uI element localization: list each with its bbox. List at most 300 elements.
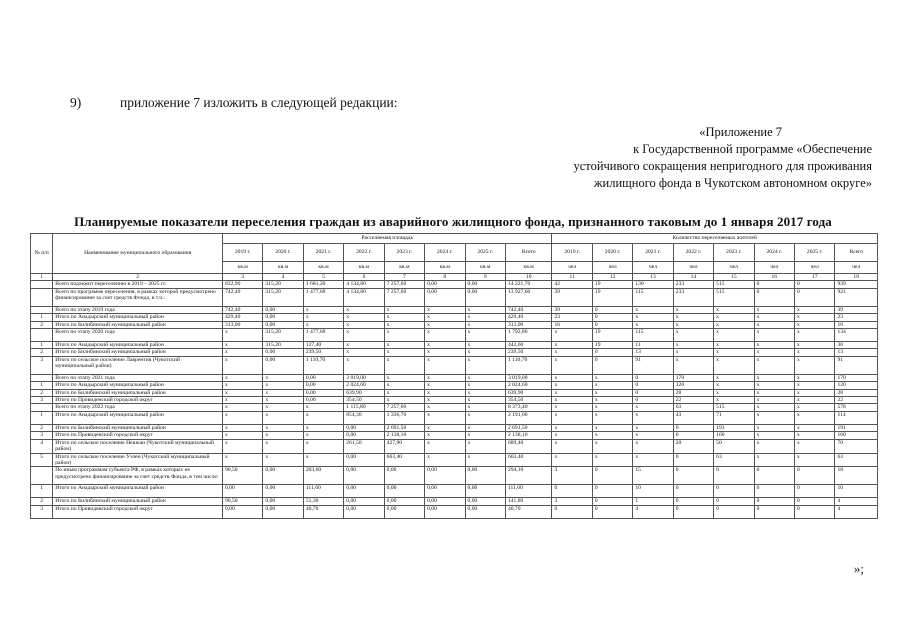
header-people-year: 2021 г. (633, 244, 673, 262)
people-value-cell: x (714, 374, 754, 381)
column-number-cell: 5 (303, 274, 343, 281)
municipality-name: Итого по Анадырский муниципальный район (53, 411, 223, 424)
people-value-cell: 63 (673, 404, 713, 411)
area-value-cell: 0,00 (344, 498, 384, 505)
area-value-cell: x (425, 439, 465, 453)
table-row (31, 439, 878, 453)
people-value-cell: 0 (592, 314, 632, 321)
people-value-cell: 0 (673, 432, 713, 439)
people-value-cell: x (673, 306, 713, 313)
people-value-cell: 91 (633, 356, 673, 374)
people-value-cell: 50 (714, 439, 754, 453)
area-value-cell: x (263, 439, 303, 453)
people-value-cell: 43 (673, 411, 713, 424)
area-value-cell: 0,00 (384, 467, 424, 485)
area-value-cell: 429,40 (505, 314, 552, 321)
people-value-cell: 19 (592, 288, 632, 306)
column-number-cell: 17 (795, 274, 835, 281)
table-row (31, 349, 878, 356)
municipality-name: По иным программам субъекта РФ, в рамках которых не предусмотрено финансирование за счет средств Фонда, в том числе: (53, 467, 223, 485)
column-number-cell: 12 (592, 274, 632, 281)
people-value-cell: 160 (835, 432, 878, 439)
table-row (31, 329, 878, 342)
area-value-cell: x (222, 424, 262, 431)
header-area-year: 2023 г. (384, 244, 424, 262)
people-value-cell: 0 (714, 498, 754, 505)
area-value-cell: x (425, 329, 465, 342)
people-value-cell: 0 (592, 467, 632, 485)
area-value-cell: 0,00 (263, 306, 303, 313)
indicators-table (30, 233, 878, 519)
area-value-cell: 0,00 (344, 453, 384, 467)
table-row (31, 485, 878, 498)
people-value-cell: x (633, 306, 673, 313)
people-value-cell: 0 (592, 485, 632, 498)
people-value-cell: 28 (835, 389, 878, 396)
row-number: 2 (31, 389, 53, 396)
header-people-year: Всего (835, 244, 878, 262)
area-value-cell: x (222, 453, 262, 467)
municipality-name: Всего по программе переселения, в рамках которой предусмотрено финансирование за счет средств Фонда, в т.ч.: (53, 288, 223, 306)
people-value-cell: x (592, 432, 632, 439)
people-value-cell: 3 (552, 467, 592, 485)
people-value-cell: 0 (673, 467, 713, 485)
header-area-unit: кв.м (222, 262, 262, 274)
people-value-cell: 0 (592, 498, 632, 505)
people-value-cell: 19 (592, 329, 632, 342)
people-value-cell: x (592, 453, 632, 467)
table-row (31, 281, 878, 288)
area-value-cell: x (263, 432, 303, 439)
people-value-cell: 130 (633, 281, 673, 288)
column-number-cell: 14 (673, 274, 713, 281)
area-value-cell: 639,90 (505, 389, 552, 396)
people-value-cell: x (592, 424, 632, 431)
people-value-cell: 0 (592, 356, 632, 374)
row-number: 1 (31, 411, 53, 424)
header-area-unit: кв.м (344, 262, 384, 274)
row-number (31, 306, 53, 313)
people-value-cell: x (795, 397, 835, 404)
header-people-unit: чел (633, 262, 673, 274)
municipality-name: Итого по Билибинский муниципальный район (53, 349, 223, 356)
area-value-cell: x (465, 389, 505, 396)
area-value-cell: 0,00 (465, 281, 505, 288)
table-row (31, 288, 878, 306)
people-value-cell: 0 (633, 374, 673, 381)
area-value-cell: 1 477,60 (303, 329, 343, 342)
people-value-cell: x (633, 439, 673, 453)
header-area-year: 2024 г. (425, 244, 465, 262)
area-value-cell: 261,50 (344, 439, 384, 453)
area-value-cell: 1 110,70 (505, 356, 552, 374)
row-number (31, 374, 53, 381)
header-people-year: 2019 г. (552, 244, 592, 262)
people-value-cell: x (754, 382, 794, 389)
area-value-cell: x (465, 411, 505, 424)
area-value-cell: x (425, 404, 465, 411)
people-value-cell: x (795, 432, 835, 439)
area-value-cell: 2 024,60 (344, 382, 384, 389)
header-area-year: 2021 г. (303, 244, 343, 262)
people-value-cell: 13 (835, 349, 878, 356)
people-value-cell: x (552, 411, 592, 424)
area-value-cell: 13 927,60 (505, 288, 552, 306)
area-value-cell: x (425, 432, 465, 439)
area-value-cell: 90,50 (222, 498, 262, 505)
area-value-cell: x (303, 424, 343, 431)
area-value-cell: 0,00 (344, 424, 384, 431)
area-value-cell: x (222, 411, 262, 424)
people-value-cell: 18 (835, 467, 878, 485)
municipality-name: Итого по сельское поселение Уэлен (Чукотский муниципальный район) (53, 453, 223, 467)
people-value-cell: x (714, 321, 754, 328)
people-value-cell: x (592, 411, 632, 424)
area-value-cell: 313,00 (222, 321, 262, 328)
people-value-cell: 63 (714, 453, 754, 467)
people-value-cell: x (795, 306, 835, 313)
row-number (31, 467, 53, 485)
area-value-cell: 0,00 (222, 485, 262, 498)
people-value-cell: x (795, 411, 835, 424)
people-value-cell: x (754, 329, 794, 342)
area-value-cell: 2 691,50 (505, 424, 552, 431)
area-value-cell: 7 257,60 (384, 281, 424, 288)
table-row (31, 389, 878, 396)
area-value-cell: x (465, 404, 505, 411)
area-value-cell: x (425, 314, 465, 321)
area-value-cell: 354,50 (344, 397, 384, 404)
area-value-cell: 663,40 (505, 453, 552, 467)
area-value-cell: 0,00 (263, 498, 303, 505)
header-people-unit: чел (552, 262, 592, 274)
people-value-cell: 91 (835, 356, 878, 374)
people-value-cell: 578 (835, 404, 878, 411)
column-number-cell: 1 (31, 274, 53, 281)
people-value-cell: x (795, 424, 835, 431)
people-value-cell: 170 (835, 374, 878, 381)
area-value-cell: x (384, 356, 424, 374)
people-value-cell: 0 (795, 288, 835, 306)
area-value-cell: 90,50 (222, 467, 262, 485)
area-value-cell: x (222, 374, 262, 381)
people-value-cell: x (673, 349, 713, 356)
area-value-cell: 0,00 (303, 382, 343, 389)
header-area-year: 2025 г. (465, 244, 505, 262)
people-value-cell: x (633, 432, 673, 439)
people-value-cell: 0 (754, 281, 794, 288)
table-header (31, 234, 878, 281)
people-value-cell: x (552, 432, 592, 439)
column-number-cell: 3 (222, 274, 262, 281)
area-value-cell: x (384, 314, 424, 321)
area-value-cell: x (465, 397, 505, 404)
area-value-cell: x (384, 397, 424, 404)
people-value-cell: x (673, 321, 713, 328)
area-value-cell: 427,90 (384, 439, 424, 453)
people-value-cell: x (633, 404, 673, 411)
area-value-cell: 0,00 (465, 505, 505, 518)
area-value-cell: x (303, 453, 343, 467)
people-value-cell: 23 (552, 314, 592, 321)
row-number (31, 329, 53, 342)
people-value-cell: x (673, 314, 713, 321)
area-value-cell: 0,00 (303, 374, 343, 381)
people-value-cell: 22 (673, 397, 713, 404)
area-value-cell: 0,00 (303, 389, 343, 396)
people-value-cell: x (633, 424, 673, 431)
people-value-cell: 0 (673, 505, 713, 518)
area-value-cell: 0,00 (465, 485, 505, 498)
people-value-cell: 22 (835, 397, 878, 404)
people-value-cell: x (795, 439, 835, 453)
column-number-cell: 6 (344, 274, 384, 281)
people-value-cell: x (754, 411, 794, 424)
header-area-group: Расселяемая площадь (222, 234, 552, 244)
area-value-cell: 0,00 (344, 505, 384, 518)
area-value-cell: x (222, 439, 262, 453)
header-people-unit: чел (592, 262, 632, 274)
area-value-cell: x (263, 397, 303, 404)
area-value-cell: 0,00 (263, 356, 303, 374)
area-value-cell: 8 373,40 (505, 404, 552, 411)
people-value-cell: x (754, 306, 794, 313)
people-value-cell: x (633, 453, 673, 467)
municipality-name: Итого по сельское поселение Нешкан (Чукотский муниципальный район) (53, 439, 223, 453)
area-value-cell: x (303, 432, 343, 439)
area-value-cell: x (425, 389, 465, 396)
area-value-cell: x (303, 306, 343, 313)
people-value-cell: 0 (714, 505, 754, 518)
header-people-unit: чел (673, 262, 713, 274)
header-people-year: 2020 г. (592, 244, 632, 262)
people-value-cell: x (673, 342, 713, 349)
people-value-cell: x (592, 382, 632, 389)
column-number-cell: 16 (754, 274, 794, 281)
row-number: 4 (31, 439, 53, 453)
people-value-cell: x (592, 389, 632, 396)
people-value-cell: 0 (714, 467, 754, 485)
area-value-cell: x (465, 349, 505, 356)
people-value-cell: x (633, 411, 673, 424)
people-value-cell: 191 (835, 424, 878, 431)
column-number-cell: 9 (465, 274, 505, 281)
area-value-cell: x (465, 374, 505, 381)
area-value-cell: x (384, 382, 424, 389)
people-value-cell: x (592, 374, 632, 381)
municipality-name: Итого по Билибинский муниципальный район (53, 321, 223, 328)
area-value-cell: 7 257,60 (384, 404, 424, 411)
header-area-year: 2019 г. (222, 244, 262, 262)
people-value-cell: 233 (673, 281, 713, 288)
people-value-cell: 515 (714, 281, 754, 288)
area-value-cell: 40,70 (505, 505, 552, 518)
people-value-cell: x (633, 321, 673, 328)
people-value-cell: x (754, 432, 794, 439)
area-value-cell: 0,00 (263, 485, 303, 498)
area-value-cell: x (384, 349, 424, 356)
people-value-cell: 20 (673, 439, 713, 453)
people-value-cell: 0 (795, 505, 835, 518)
people-value-cell: x (795, 342, 835, 349)
area-value-cell: x (344, 349, 384, 356)
people-value-cell: 115 (633, 329, 673, 342)
people-value-cell: x (552, 356, 592, 374)
people-value-cell: x (552, 389, 592, 396)
area-value-cell: 0,00 (344, 485, 384, 498)
area-value-cell: x (384, 329, 424, 342)
area-value-cell: x (222, 389, 262, 396)
row-number: 3 (31, 356, 53, 374)
table-row (31, 356, 878, 374)
people-value-cell: 0 (673, 424, 713, 431)
area-value-cell: 2 138,10 (384, 432, 424, 439)
area-value-cell: x (303, 321, 343, 328)
people-value-cell: x (552, 453, 592, 467)
area-value-cell: x (425, 306, 465, 313)
people-value-cell: x (552, 439, 592, 453)
people-value-cell: x (633, 314, 673, 321)
column-number-cell: 10 (505, 274, 552, 281)
people-value-cell: 0 (795, 498, 835, 505)
row-number: 2 (31, 349, 53, 356)
people-value-cell: x (714, 397, 754, 404)
area-value-cell: 2 691,50 (384, 424, 424, 431)
area-value-cell: x (465, 439, 505, 453)
area-value-cell: x (425, 374, 465, 381)
people-value-cell: 4 (835, 505, 878, 518)
area-value-cell: 0,00 (303, 397, 343, 404)
annex-line-4: жилищного фонда в Чукотском автономном округе» (593, 176, 872, 190)
people-value-cell: 170 (673, 374, 713, 381)
header-people-year: 2024 г. (754, 244, 794, 262)
header-people-unit: чел (754, 262, 794, 274)
area-value-cell: 0,00 (465, 288, 505, 306)
area-value-cell: x (303, 411, 343, 424)
people-value-cell: 0 (754, 505, 794, 518)
people-value-cell: x (754, 342, 794, 349)
municipality-name: Итого по Билибинский муниципальный район (53, 498, 223, 505)
people-value-cell: 0 (552, 505, 592, 518)
table-row (31, 321, 878, 328)
area-value-cell: 0,00 (425, 281, 465, 288)
area-value-cell: 663,40 (384, 453, 424, 467)
people-value-cell: x (592, 404, 632, 411)
area-value-cell: x (425, 411, 465, 424)
area-value-cell: x (222, 356, 262, 374)
people-value-cell: 19 (592, 281, 632, 288)
area-value-cell: 354,50 (505, 397, 552, 404)
row-number: 5 (31, 453, 53, 467)
municipality-name: Итого по Провиденский городской округ (53, 397, 223, 404)
row-number: 1 (31, 485, 53, 498)
area-value-cell: x (222, 404, 262, 411)
area-value-cell: 0,00 (263, 349, 303, 356)
people-value-cell: 120 (835, 382, 878, 389)
municipality-name: Всего по этапу 2020 года (53, 329, 223, 342)
area-value-cell: x (303, 314, 343, 321)
area-value-cell: 315,20 (263, 342, 303, 349)
people-value-cell: x (795, 453, 835, 467)
area-value-cell: 0,00 (222, 505, 262, 518)
area-value-cell: 742,40 (222, 288, 262, 306)
people-value-cell: 0 (754, 467, 794, 485)
municipality-name: Всего по этапу 2021 года (53, 374, 223, 381)
header-area-unit: кв.м (263, 262, 303, 274)
area-value-cell: 3 019,00 (344, 374, 384, 381)
people-value-cell: 39 (552, 288, 592, 306)
people-value-cell: x (552, 342, 592, 349)
people-value-cell: 0 (592, 306, 632, 313)
area-value-cell: x (344, 321, 384, 328)
people-value-cell: 10 (835, 485, 878, 498)
people-value-cell: 191 (714, 424, 754, 431)
people-value-cell: x (673, 356, 713, 374)
area-value-cell: 141,80 (505, 498, 552, 505)
people-value-cell: 42 (552, 281, 592, 288)
area-value-cell: x (465, 329, 505, 342)
people-value-cell: 23 (835, 314, 878, 321)
column-number-cell: 11 (552, 274, 592, 281)
area-value-cell: x (425, 342, 465, 349)
row-number (31, 281, 53, 288)
municipality-name: Итого по Билибинский муниципальный район (53, 389, 223, 396)
people-value-cell: 0 (795, 281, 835, 288)
people-value-cell: 4 (835, 498, 878, 505)
people-value-cell: x (714, 356, 754, 374)
area-value-cell: 0,00 (425, 467, 465, 485)
people-value-cell: x (714, 314, 754, 321)
area-value-cell: x (344, 329, 384, 342)
header-people-unit: чел (795, 262, 835, 274)
people-value-cell: 114 (835, 411, 878, 424)
table-row (31, 411, 878, 424)
people-value-cell: 39 (835, 306, 878, 313)
area-value-cell: 0,00 (263, 467, 303, 485)
row-number: 1 (31, 342, 53, 349)
people-value-cell: 3 (552, 498, 592, 505)
people-value-cell: 13 (633, 349, 673, 356)
area-value-cell: 203,60 (303, 467, 343, 485)
people-value-cell: x (754, 389, 794, 396)
area-value-cell: 742,40 (505, 306, 552, 313)
municipality-name: Итого по Провиденский городской округ (53, 505, 223, 518)
table-row (31, 342, 878, 349)
people-value-cell: 71 (714, 411, 754, 424)
area-value-cell: 1 477,60 (303, 288, 343, 306)
area-value-cell: 51,30 (303, 498, 343, 505)
area-value-cell: 1 115,80 (344, 404, 384, 411)
amendment-intro (70, 95, 398, 111)
people-value-cell: x (673, 329, 713, 342)
people-value-cell: 160 (714, 432, 754, 439)
area-value-cell: x (263, 424, 303, 431)
area-value-cell: 442,60 (505, 342, 552, 349)
row-number (31, 288, 53, 306)
area-value-cell: 0,00 (425, 498, 465, 505)
people-value-cell: x (714, 382, 754, 389)
area-value-cell: 315,20 (263, 329, 303, 342)
area-value-cell: x (263, 374, 303, 381)
area-value-cell: 0,00 (465, 467, 505, 485)
area-value-cell: 111,60 (505, 485, 552, 498)
header-area-year: Всего (505, 244, 552, 262)
municipality-name: Всего подлежит переселению в 2019 – 2025 гг. (53, 281, 223, 288)
table-row (31, 382, 878, 389)
area-value-cell: x (465, 314, 505, 321)
area-value-cell: x (425, 453, 465, 467)
area-value-cell: 315,20 (263, 288, 303, 306)
